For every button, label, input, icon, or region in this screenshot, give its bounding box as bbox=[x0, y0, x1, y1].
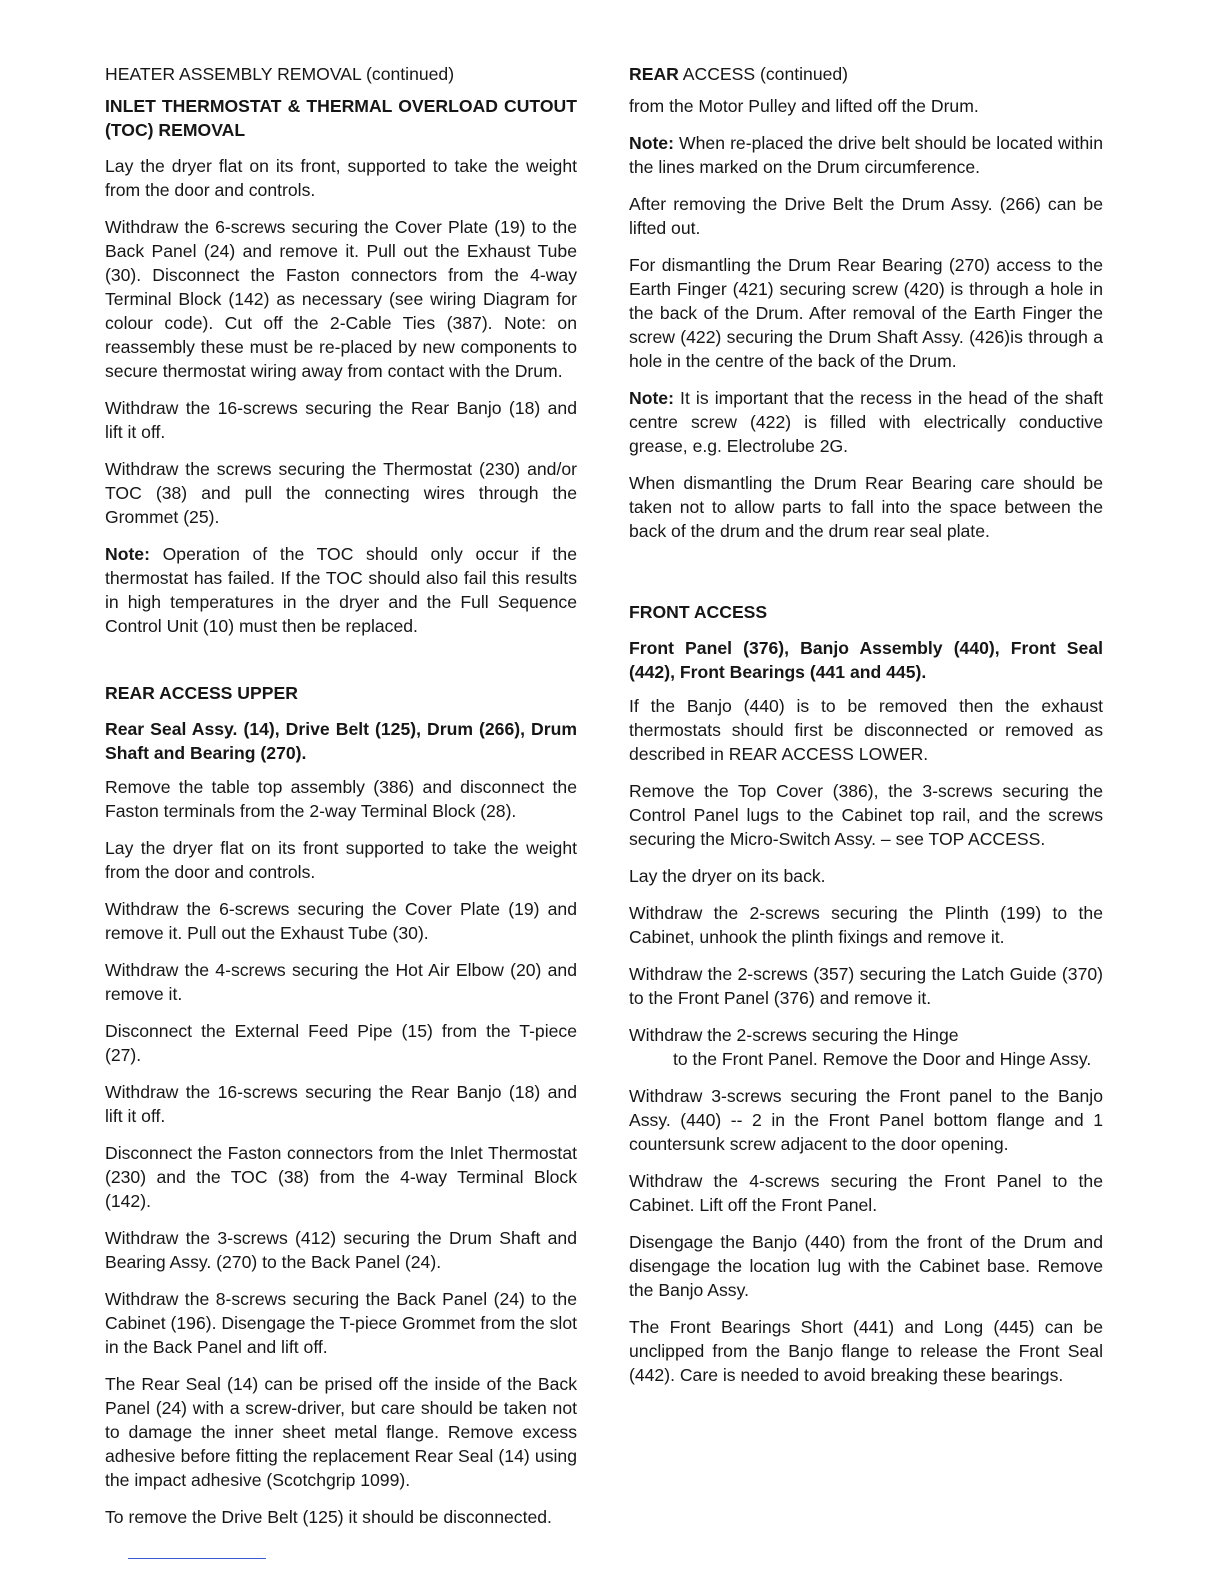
paragraph: Withdraw the 6-screws securing the Cover Plate (19) and remove it. Pull out the Exhaust Tube (30). bbox=[105, 899, 577, 943]
section-subtitle: Rear Seal Assy. (14), Drive Belt (125), Drum (266), Drum Shaft and Bearing (270). bbox=[105, 719, 577, 763]
paragraph: Withdraw the 4-screws securing the Hot Air Elbow (20) and remove it. bbox=[105, 960, 577, 1004]
paragraph: Withdraw the 3-screws (412) securing the Drum Shaft and Bearing Assy. (270) to the Back Panel (24). bbox=[105, 1228, 577, 1272]
note-label: Note: bbox=[629, 388, 674, 408]
section-title-front-access: FRONT ACCESS bbox=[629, 602, 768, 622]
section-title-rear-access-upper: REAR ACCESS UPPER bbox=[105, 683, 298, 703]
paragraph bbox=[629, 1023, 1103, 1071]
paragraph: Withdraw the 8-screws securing the Back Panel (24) to the Cabinet (196). Disengage the T-piece Grommet from the slot in the Back Panel and lift off. bbox=[105, 1289, 577, 1357]
section-subtitle: Front Panel (376), Banjo Assembly (440), Front Seal (442), Front Bearings (441 and 445). bbox=[629, 638, 1103, 682]
paragraph: Lay the dryer flat on its front, supported to take the weight from the door and controls. bbox=[105, 156, 577, 200]
note-paragraph bbox=[105, 542, 577, 638]
paragraph: Withdraw the 2-screws (357) securing the Latch Guide (370) to the Front Panel (376) and remove it. bbox=[629, 964, 1103, 1008]
paragraph: Disconnect the External Feed Pipe (15) from the T-piece (27). bbox=[105, 1021, 577, 1065]
paragraph: from the Motor Pulley and lifted off the Drum. bbox=[629, 96, 979, 116]
note-label: Note: bbox=[105, 544, 150, 564]
paragraph: For dismantling the Drum Rear Bearing (270) access to the Earth Finger (421) securing screw (420) is through a hole in the back of the Drum. After removal of the Earth Finger the screw (422) securing the Drum Shaft Assy. (426)is through a hole in the centre of the back of the Drum. bbox=[629, 255, 1103, 371]
paragraph: Withdraw the 2-screws securing the Plinth (199) to the Cabinet, unhook the plinth fixings and remove it. bbox=[629, 903, 1103, 947]
note-paragraph bbox=[629, 386, 1103, 458]
paragraph: Withdraw the 6-screws securing the Cover Plate (19) to the Back Panel (24) and remove it. Pull out the Exhaust Tube (30). Disconnect the Faston connectors from the 4-way Terminal Block (142) as necessary (see wiring Diagram for colour code). Cut off the 2-Cable Ties (387). Note: on reassembly these must be re-placed by new components to secure thermostat wiring away from contact with the Drum. bbox=[105, 217, 577, 381]
note-text: It is important that the recess in the head of the shaft centre screw (422) is filled with electrically conductive grease, e.g. Electrolube 2G. bbox=[629, 388, 1103, 456]
note-text: When re-placed the drive belt should be located within the lines marked on the Drum circumference. bbox=[629, 133, 1103, 177]
paragraph: Lay the dryer on its back. bbox=[629, 866, 826, 886]
paragraph: The Rear Seal (14) can be prised off the inside of the Back Panel (24) with a screw-driver, but care should be taken not to damage the inner sheet metal flange. Remove excess adhesive before fitting the replacement Rear Seal (14) using the impact adhesive (Scotchgrip 1099). bbox=[105, 1374, 577, 1490]
note-text: Operation of the TOC should only occur if the thermostat has failed. If the TOC should also fail this results in high temperatures in the dryer and the Full Sequence Control Unit (10) must then be replaced. bbox=[105, 544, 577, 636]
paragraph: Disengage the Banjo (440) from the front of the Drum and disengage the location lug with the Cabinet base. Remove the Banjo Assy. bbox=[629, 1232, 1103, 1300]
running-head-left: HEATER ASSEMBLY REMOVAL (continued) bbox=[105, 64, 455, 84]
paragraph-line: to the Front Panel. Remove the Door and Hinge Assy. bbox=[673, 1049, 1092, 1069]
paragraph: Withdraw the screws securing the Thermostat (230) and/or TOC (38) and pull the connecting wires through the Grommet (25). bbox=[105, 459, 577, 527]
paragraph: Disconnect the Faston connectors from the Inlet Thermostat (230) and the TOC (38) from the 4-way Terminal Block (142). bbox=[105, 1143, 577, 1211]
right-column bbox=[629, 62, 1103, 1400]
footer-rule bbox=[128, 1558, 266, 1559]
paragraph: Lay the dryer flat on its front supported to take the weight from the door and controls. bbox=[105, 838, 577, 882]
left-column bbox=[105, 62, 577, 1542]
running-head-bold: REAR bbox=[629, 64, 679, 84]
running-head-rest: ACCESS (continued) bbox=[678, 64, 849, 84]
paragraph: Withdraw 3-screws securing the Front panel to the Banjo Assy. (440) -- 2 in the Front Panel bottom flange and 1 countersunk screw adjacent to the door opening. bbox=[629, 1086, 1103, 1154]
note-label: Note: bbox=[629, 133, 674, 153]
paragraph: Remove the table top assembly (386) and disconnect the Faston terminals from the 2-way Terminal Block (28). bbox=[105, 777, 577, 821]
paragraph: Withdraw the 16-screws securing the Rear Banjo (18) and lift it off. bbox=[105, 1082, 577, 1126]
paragraph: Remove the Top Cover (386), the 3-screws securing the Control Panel lugs to the Cabinet top rail, and the screws securing the Micro-Switch Assy. – see TOP ACCESS. bbox=[629, 781, 1103, 849]
paragraph: After removing the Drive Belt the Drum Assy. (266) can be lifted out. bbox=[629, 194, 1103, 238]
paragraph: The Front Bearings Short (441) and Long (445) can be unclipped from the Banjo flange to release the Front Seal (442). Care is needed to avoid breaking these bearings. bbox=[629, 1317, 1103, 1385]
paragraph: If the Banjo (440) is to be removed then the exhaust thermostats should first be disconnected or removed as described in REAR ACCESS LOWER. bbox=[629, 696, 1103, 764]
paragraph: To remove the Drive Belt (125) it should be disconnected. bbox=[105, 1507, 552, 1527]
paragraph-line: Withdraw the 2-screws securing the Hinge bbox=[629, 1025, 959, 1045]
paragraph: Withdraw the 16-screws securing the Rear Banjo (18) and lift it off. bbox=[105, 398, 577, 442]
running-head-right bbox=[629, 62, 1103, 86]
note-paragraph bbox=[629, 131, 1103, 179]
paragraph: When dismantling the Drum Rear Bearing care should be taken not to allow parts to fall into the space between the back of the drum and the drum rear seal plate. bbox=[629, 473, 1103, 541]
paragraph: Withdraw the 4-screws securing the Front Panel to the Cabinet. Lift off the Front Panel. bbox=[629, 1171, 1103, 1215]
section-title-inlet-thermostat: INLET THERMOSTAT & THERMAL OVERLOAD CUTOUT (TOC) REMOVAL bbox=[105, 96, 577, 140]
